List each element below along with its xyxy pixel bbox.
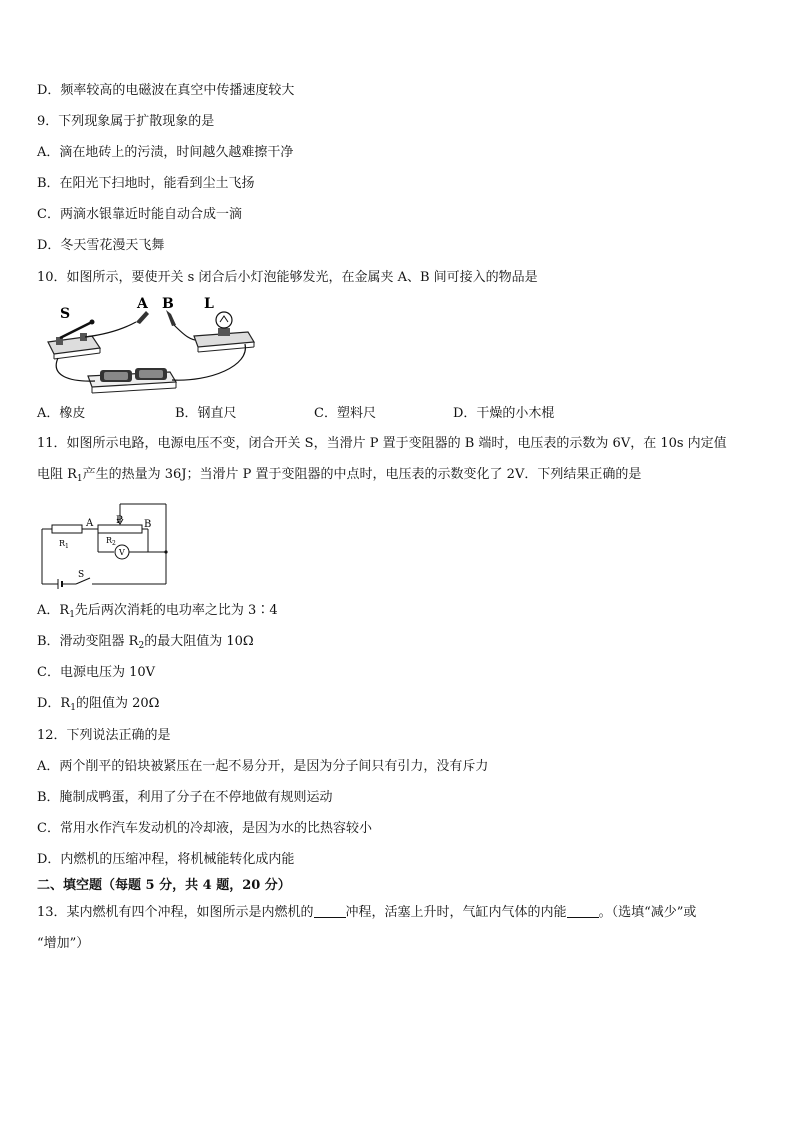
q10-label-s: S	[60, 306, 71, 322]
q11-option-b-text: B．滑动变阻器 R	[37, 634, 139, 649]
q11-stem-sub: 1	[76, 474, 83, 484]
q11-option-d-text: D．R	[37, 696, 71, 711]
q10-label-l: L	[204, 296, 214, 312]
q11-label-a: A	[86, 518, 94, 529]
q11-option-c: C．电源电压为 10V	[37, 665, 156, 680]
q9-option-d: D．冬天雪花漫天飞舞	[37, 238, 165, 253]
q13-blank-1	[314, 905, 346, 918]
q10-option-c: C．塑料尺	[314, 406, 376, 421]
q12-option-d: D．内燃机的压缩冲程，将机械能转化成内能	[37, 852, 295, 867]
q10-label-b: B	[162, 296, 174, 312]
q10-options	[37, 406, 554, 422]
q12-option-a: A．两个削平的铅块被紧压在一起不易分开，是因为分子间只有引力，没有斥力	[37, 759, 489, 774]
q13-stem-line2: “增加”）	[37, 936, 90, 951]
q11-stem-text: 电阻 R	[37, 467, 77, 482]
q13-blank-2	[567, 905, 599, 918]
q8-option-d: D．频率较高的电磁波在真空中传播速度较大	[37, 83, 295, 98]
q9-option-b: B．在阳光下扫地时，能看到尘土飞扬	[37, 176, 255, 191]
q11-option-a-text-2: 先后两次消耗的电功率之比为 3∶4	[74, 603, 278, 618]
q12-option-c: C．常用水作汽车发动机的冷却液，是因为水的比热容较小	[37, 821, 372, 836]
q12-option-b: B．腌制成鸭蛋，利用了分子在不停地做有规则运动	[37, 790, 333, 805]
q11-label-r1-sub: 1	[65, 543, 69, 550]
q9-option-c: C．两滴水银靠近时能自动合成一滴	[37, 207, 242, 222]
q10-option-a: A．橡皮	[37, 406, 86, 421]
section-fill-in-title: 二、填空题（每题 5 分，共 4 题，20 分）	[37, 878, 291, 893]
q11-option-d	[37, 696, 159, 716]
q11-label-v: V	[119, 548, 125, 557]
q10-stem: 10．如图所示，要使开关 s 闭合后小灯泡能够发光，在金属夹 A、B 间可接入的物品是	[37, 270, 538, 285]
q10-label-a: A	[137, 296, 148, 312]
q13-text-1: 13．某内燃机有四个冲程，如图所示是内燃机的	[37, 905, 314, 920]
q11-stem-line2	[37, 467, 641, 487]
q11-label-b: B	[144, 519, 152, 530]
q11-label-r2	[106, 536, 116, 547]
q11-label-r2-sub: 2	[112, 540, 116, 547]
q11-label-p: P	[116, 515, 123, 526]
q11-option-a-sub: 1	[69, 610, 75, 620]
q11-label-r1-text: R	[59, 539, 66, 548]
q13-stem-line1	[37, 905, 696, 921]
q11-option-a-text: A．R	[37, 603, 70, 618]
q11-stem-line1: 11．如图所示电路，电源电压不变，闭合开关 S，当滑片 P 置于变阻器的 B 端时，电压表的示数为 6V，在 10s 内定值	[37, 436, 727, 451]
q11-option-b-sub: 2	[138, 641, 145, 651]
q9-stem: 9．下列现象属于扩散现象的是	[37, 114, 215, 129]
q13-text-3: 。（选填“减少”或	[598, 905, 697, 920]
q12-stem: 12．下列说法正确的是	[37, 728, 171, 743]
q10-circuit-figure	[40, 296, 270, 400]
q10-option-b: B．钢直尺	[175, 406, 237, 421]
q11-option-b-text-2: 的最大阻值为 10Ω	[144, 634, 254, 649]
q11-option-b	[37, 634, 254, 654]
q11-option-d-text-2: 的阻值为 20Ω	[75, 696, 160, 711]
q10-option-d: D．干燥的小木棍	[453, 406, 555, 421]
q11-label-s: S	[78, 570, 85, 580]
q11-circuit-figure	[38, 502, 170, 590]
q11-label-r1	[59, 539, 69, 550]
q11-option-a	[37, 603, 278, 623]
q13-text-2: 冲程，活塞上升时，气缸内气体的内能	[345, 905, 567, 920]
q11-stem-text-2: 产生的热量为 36J；当滑片 P 置于变阻器的中点时，电压表的示数变化了 2V．下列结果正确的是	[82, 467, 642, 482]
q11-label-r2-text: R	[106, 536, 113, 545]
q9-option-a: A．滴在地砖上的污渍，时间越久越难擦干净	[37, 145, 294, 160]
q11-option-d-sub: 1	[70, 703, 76, 713]
